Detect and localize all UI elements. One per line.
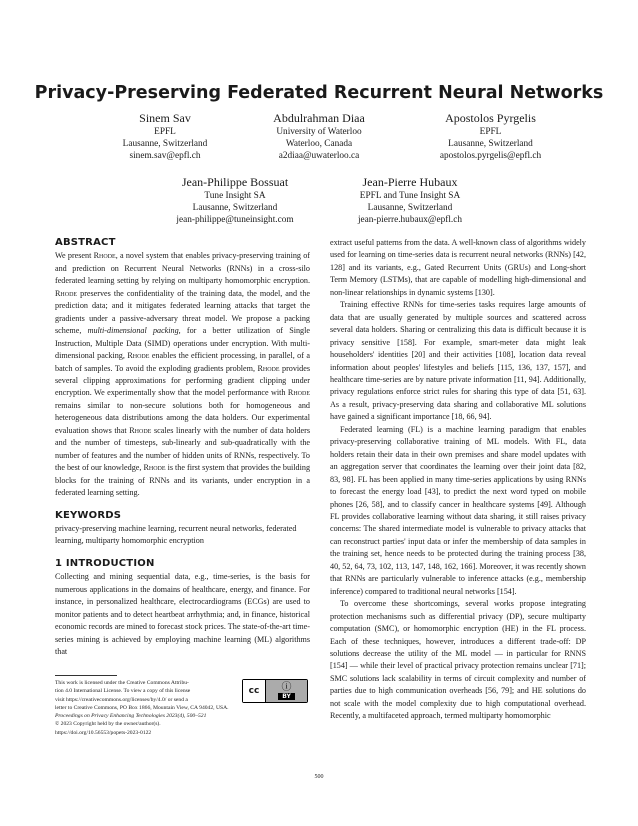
right-column xyxy=(330,237,586,723)
license-footnote: This work is licensed under the Creative Commons Attribu- tion 4.0 International License. To view a copy of this license visit https://creativecommons.org/licenses/by/4.0/ or send a letter to Creative Commons, PO Box 1866, Mountain View, CA 94042, USA. Proceedings on Privacy Enhancing Technologies 2023(4), 500–521 © 2023 Copyright held by the owner/author(s). https://doi.org/10.56553/popets-2023-0122 xyxy=(55,680,229,736)
author-block xyxy=(325,175,495,227)
author-location: Lausanne, Switzerland xyxy=(448,139,533,150)
author-location: Lausanne, Switzerland xyxy=(122,139,208,150)
keywords-heading: KEYWORDS xyxy=(55,509,122,521)
author-block xyxy=(408,111,573,163)
author-location: Waterloo, Canada xyxy=(285,139,353,150)
keywords-text: privacy-preserving machine learning, recurrent neural networks, federated learning, multiparty homomorphic encryption xyxy=(55,523,297,546)
cc-icon: cc xyxy=(243,680,266,702)
paragraph: extract useful patterns from the data. A well-known class of algorithms widely used for learning on time-series data is recurrent neural networks (RNNs) [42, 128] and its variants, e.g., Gated Recurrent Units (GRUs) and Long-short Term Memory (LSTMs), that are capable of modelling high-dimensional and non-linear relationships in dynamic systems [130]. xyxy=(330,238,586,297)
author-affiliation: University of Waterloo xyxy=(276,127,362,137)
abstract-text: We present Rhode, a novel system that enables privacy-preserving training of and prediction on Recurrent Neural Networks (RNNs) in a cross-silo federated learning setting by relying on multiparty homomorphic encryption. Rhode preserves the confidentiality of the training data, the model, and the prediction data; and it mitigates federated learning attacks that target the gradients under a passive-adversary threat model. We propose a packing scheme, multi-dimensional packing, for a better utilization of Single Instruction, Multiple Data (SIMD) operations under encryption. With multi-dimensional packing, Rhode enables the efficient processing, in parallel, of a batch of samples. To avoid the exploding gradients problem, Rhode provides several clipping approximations for performing gradient clipping under encryption. We experimentally show that the model performance with Rhode remains similar to non-secure solutions both for homogeneous and heterogeneous data distributions among the data holders. Our experimental evaluation shows that Rhode scales linearly with the number of data holders and the number of timesteps, sub-linearly and sub-quadratically with the number of features and the number of hidden units of RNNs, respectively. To the best of our knowledge, Rhode is the first system that provides the building blocks for the training of RNNs and its variants, under encryption in a federated learning setting. xyxy=(55,251,311,498)
intro-heading: 1 INTRODUCTION xyxy=(55,557,155,569)
author-email: a2diaa@uwaterloo.ca xyxy=(278,151,360,162)
author-location: Lausanne, Switzerland xyxy=(192,203,278,214)
left-column xyxy=(55,237,310,659)
footnote-rule xyxy=(55,675,117,676)
author-affiliation: EPFL xyxy=(154,127,176,137)
abstract-heading: ABSTRACT xyxy=(55,237,116,248)
author-block xyxy=(239,111,399,163)
page-number: 500 xyxy=(314,774,324,780)
author-block xyxy=(85,111,245,163)
author-name: Apostolos Pyrgelis xyxy=(445,111,536,125)
author-affiliation: EPFL and Tune Insight SA xyxy=(359,191,461,201)
author-affiliation: Tune Insight SA xyxy=(204,191,266,201)
author-name: Abdulrahman Diaa xyxy=(273,111,365,125)
author-name: Jean-Philippe Bossuat xyxy=(181,175,289,189)
paragraph: To overcome these shortcomings, several works propose integrating protection mechanisms such as differential privacy (DP), secure multiparty computation (SMC), or homomorphic encryption (HE) in the FL process. Each of these techniques, however, introduces a different trade-off: DP solutions decrease the utility of the ML model — in particular for RNNS [154] — while their level of practical privacy protection remains unclear [71]; SMC solutions lack scalability in terms of circuit complexity and number of parties due to high communication overheads [56, 79]; and HE solutions do not scale with the model complexity due to high computational overhead. Recently, a multifaceted approach, termed multiparty homomorphic xyxy=(330,599,586,721)
author-email: sinem.sav@epfl.ch xyxy=(129,151,201,162)
paper-title: Privacy-Preserving Federated Recurrent Neural Networks xyxy=(34,83,604,103)
attribution-icon: ⓘ BY xyxy=(266,680,307,702)
intro-paragraph: Collecting and mining sequential data, e.g., time-series, is the basis for numerous applications in the domains of healthcare, energy, and finance. For instance, in personalized healthcare, electrocardiograms (ECGs) are used to monitor patients and to detect heartbeat arrhythmia; and, in finance, historical economic records are mined to forecast stock prices. The state-of-the-art time-series mining is achieved by employing machine learning (ML) algorithms that xyxy=(55,572,310,657)
author-location: Lausanne, Switzerland xyxy=(367,203,453,214)
author-email: jean-philippe@tuneinsight.com xyxy=(176,215,294,226)
author-name: Sinem Sav xyxy=(139,111,191,125)
author-block xyxy=(150,175,320,227)
author-affiliation: EPFL xyxy=(479,127,502,137)
paragraph: Federated learning (FL) is a machine learning paradigm that enables privacy-preserving collaborative training of ML models. With FL, data holders retain their data in their own premises and share model updates with an aggregation server that coordinates the learning over their joint data [82, 83, 98]. FL has been applied in many time-series applications by using RNNs to forecast the energy load [43], to predict the next word typed on mobile phones [26, 58], and to classify cancer in healthcare systems [49]. Although FL provides collaborative learning without data sharing, it still raises privacy concerns: The shared intermediate model is vulnerable to privacy attacks that can reconstruct parties' input data or infer the membership of data samples in the training set, hence needs to be protected during the training process [38, 40, 52, 64, 73, 102, 113, 147, 148, 162, 166]. Moreover, it was recently shown that RNNs are particularly vulnerable to inference attacks (e.g., membership inference) compared to traditional neural networks [154]. xyxy=(330,424,586,596)
author-email: apostolos.pyrgelis@epfl.ch xyxy=(439,151,542,162)
paragraph: Training effective RNNs for time-series tasks requires large amounts of data that are usually generated by multiple sources and scattered across several data holders. Sharing or centralizing this data is difficult because it is privacy sensitive [158]. For example, smart-meter data might leak householders' identities [20] and their activities [108], location data reveal information about peoples' lifestyles and beliefs [115, 136, 137, 157], and healthcare time-series are by nature private information [11, 94]. Additionally, privacy regulations enforce strict rules for sharing this type of data [51, 63]. As a result, privacy-preserving data sharing and collaborative ML solutions have gained a significant importance [18, 66, 94]. xyxy=(330,300,586,422)
author-name: Jean-Pierre Hubaux xyxy=(362,175,458,189)
creative-commons-logo xyxy=(242,679,308,703)
author-email: jean-pierre.hubaux@epfl.ch xyxy=(357,215,463,226)
